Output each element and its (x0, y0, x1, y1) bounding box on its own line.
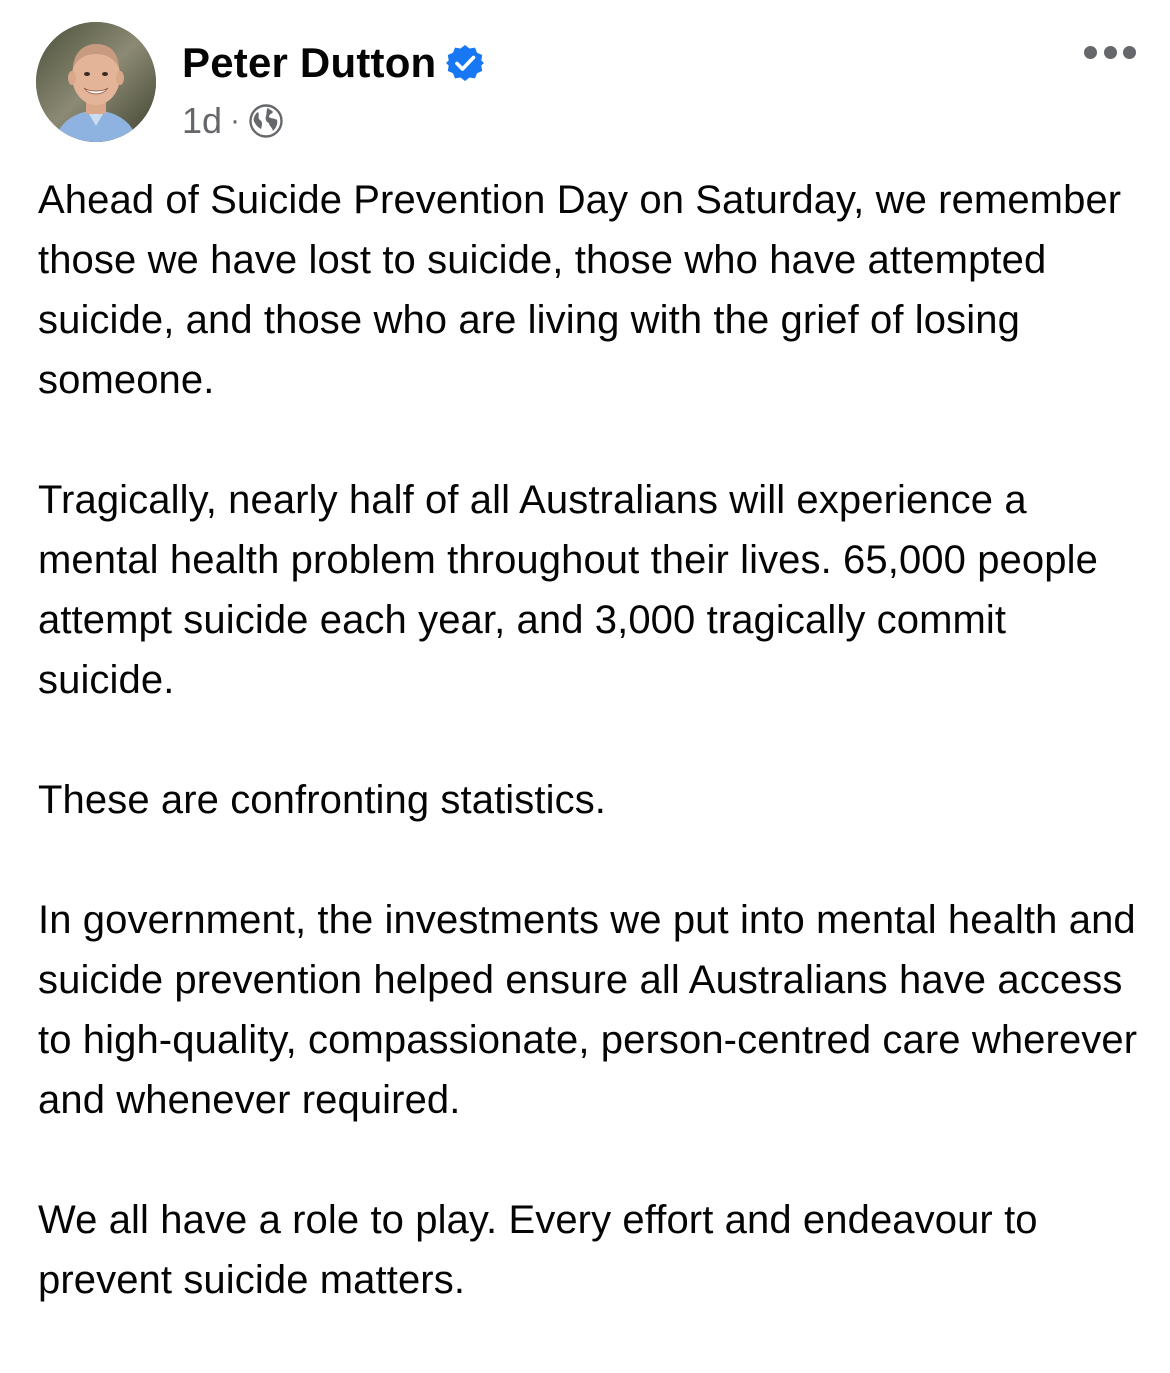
post-paragraph: Tragically, nearly half of all Australians will experience a mental health problem throughout their lives. 65,000 people attempt suicide each year, and 3,000 tragically commit suicide. (38, 478, 1098, 702)
more-dot (1104, 46, 1117, 59)
post-header (36, 20, 1136, 145)
more-dot (1084, 46, 1097, 59)
globe-icon[interactable] (248, 103, 284, 139)
post-paragraph: We all have a role to play. Every effort and endeavour to prevent suicide matters. (38, 1198, 1038, 1302)
more-options-icon[interactable] (1084, 40, 1136, 64)
post-paragraph: These are confronting statistics. (38, 778, 607, 822)
author-line (182, 38, 484, 88)
post-body (38, 170, 1143, 1310)
post-paragraph: Ahead of Suicide Prevention Day on Saturday, we remember those we have lost to suicide, those who have attempted suicide, and those who are living with the grief of losing someone. (38, 178, 1122, 402)
verified-badge-icon (446, 44, 484, 82)
post-paragraph: In government, the investments we put into mental health and suicide prevention helped ensure all Australians have access to high-quality, compassionate, person-centred care wherever and whenever required. (38, 898, 1138, 1122)
author-name[interactable]: Peter Dutton (182, 39, 437, 86)
post-meta (182, 98, 284, 144)
more-dot (1123, 46, 1136, 59)
post-timestamp[interactable]: 1d (182, 100, 223, 141)
author-avatar[interactable] (36, 22, 156, 142)
meta-separator: · (230, 104, 241, 137)
